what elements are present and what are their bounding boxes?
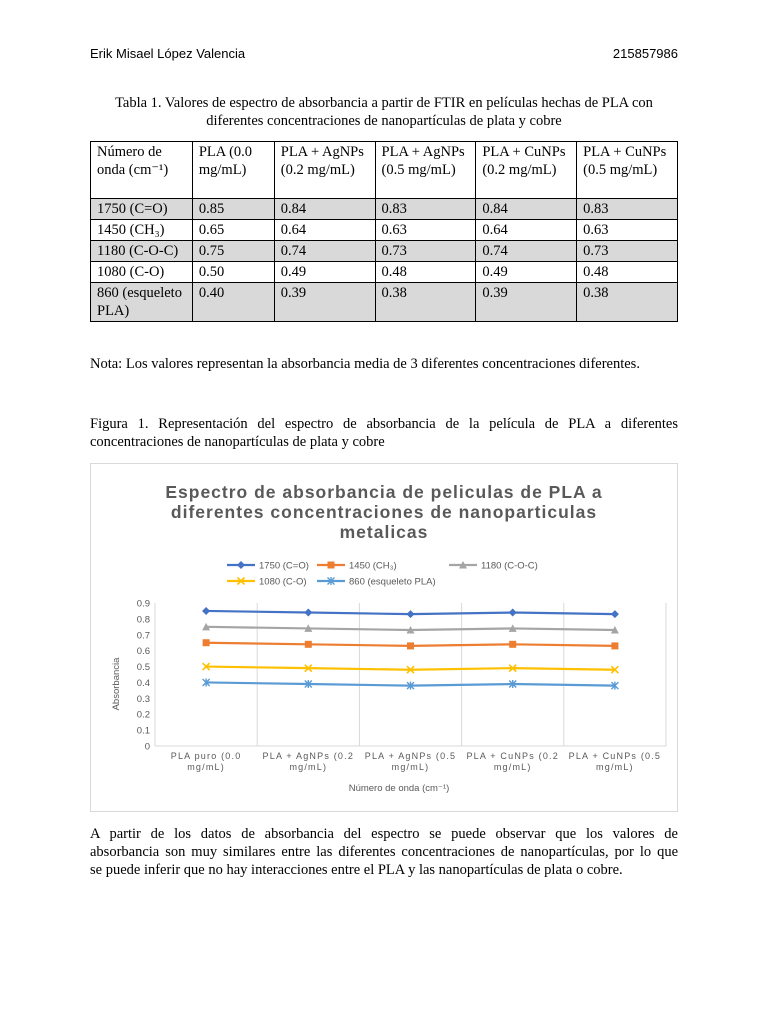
x-tick-label: mg/mL) — [493, 762, 532, 772]
y-tick-label: 0.4 — [136, 677, 150, 689]
header-author: Erik Misael López Valencia — [90, 46, 246, 61]
table-cell: 0.83 — [375, 199, 476, 220]
header-student-id: 215857986 — [612, 46, 678, 61]
data-point — [202, 607, 210, 615]
table-cell: 0.74 — [476, 241, 577, 262]
table-header-cell: PLA (0.0 mg/mL) — [192, 142, 274, 199]
legend-item — [317, 577, 436, 588]
conclusion-line: absorbancia son muy similares entre las diferentes concentraciones de nanopartículas, por lo que — [90, 844, 678, 860]
legend-label: 1450 (CH₃) — [349, 560, 397, 572]
x-tick-label: mg/mL) — [187, 762, 225, 772]
conclusion-paragraph — [90, 825, 678, 879]
table-cell: 0.75 — [192, 241, 274, 262]
conclusion-line: se puede inferir que no hay interacciones entre el PLA y las nanopartículas de plata o cobre. — [90, 862, 623, 878]
series-group — [203, 678, 619, 689]
table-cell: 0.50 — [192, 262, 274, 283]
table-cell: 860 (esqueleto PLA) — [91, 283, 193, 322]
table-header-cell: PLA + AgNPs (0.5 mg/mL) — [375, 142, 476, 199]
x-tick-label: PLA + AgNPs (0.5 — [364, 751, 457, 761]
table-caption-line: Tabla 1. Valores de espectro de absorbancia a partir de FTIR en películas hechas de PLA con — [115, 95, 653, 111]
chart-title-line: diferentes concentraciones de nanoparticulas — [170, 502, 598, 522]
table-cell: 0.64 — [476, 220, 577, 241]
series-group — [202, 623, 619, 634]
y-tick-label: 0.3 — [136, 693, 150, 705]
table-row — [91, 262, 678, 283]
legend-item — [227, 577, 307, 588]
table-cell: 0.73 — [375, 241, 476, 262]
figure-caption: Figura 1. Representación del espectro de absorbancia de la película de PLA a diferentes concentraciones de nanopartículas de plata y cobre — [90, 416, 678, 450]
table-note: Nota: Los valores representan la absorbancia media de 3 diferentes concentraciones diferentes. — [90, 356, 640, 372]
y-tick-label: 0.5 — [136, 662, 150, 674]
table-cell: 1750 (C=O) — [91, 199, 193, 220]
y-tick-label: 0.7 — [136, 630, 150, 642]
table-cell: 0.39 — [476, 283, 577, 322]
table-cell: 0.65 — [192, 220, 274, 241]
table-cell: 1450 (CH₃) — [91, 220, 193, 241]
data-point — [237, 561, 245, 569]
y-tick-label: 0 — [144, 741, 150, 753]
legend-label: 1180 (C-O-C) — [481, 560, 538, 572]
legend-label: 860 (esqueleto PLA) — [349, 576, 436, 588]
table-cell: 0.84 — [476, 199, 577, 220]
x-tick-label: PLA + CuNPs (0.5 — [568, 751, 662, 761]
table-cell: 0.83 — [577, 199, 678, 220]
table-cell: 0.74 — [274, 241, 375, 262]
chart-title-line: Espectro de absorbancia de peliculas de PLA a — [165, 482, 603, 502]
table-header-cell: PLA + CuNPs (0.2 mg/mL) — [476, 142, 577, 199]
x-tick-label: PLA + CuNPs (0.2 — [466, 751, 559, 761]
table-cell: 1080 (C-O) — [91, 262, 193, 283]
table-row — [91, 220, 678, 241]
series-group — [203, 639, 619, 649]
table-cell: 0.63 — [577, 220, 678, 241]
data-point — [509, 641, 516, 648]
x-tick-label: mg/mL) — [596, 762, 634, 772]
data-point — [611, 610, 619, 618]
table-cell: 0.64 — [274, 220, 375, 241]
x-axis-title: Número de onda (cm⁻¹) — [348, 783, 450, 794]
conclusion-line: A partir de los datos de absorbancia del espectro se puede observar que los valores de — [90, 826, 678, 842]
table-cell: 0.85 — [192, 199, 274, 220]
table-row — [91, 199, 678, 220]
table-cell: 1180 (C-O-C) — [91, 241, 193, 262]
table-header-cell: PLA + AgNPs (0.2 mg/mL) — [274, 142, 375, 199]
table-cell: 0.63 — [375, 220, 476, 241]
table-row — [91, 241, 678, 262]
table-caption-line: diferentes concentraciones de nanopartículas de plata y cobre — [206, 113, 562, 129]
legend-item — [317, 561, 397, 572]
series-group — [203, 663, 619, 673]
series-group — [202, 607, 619, 618]
chart-title-line: metalicas — [339, 522, 429, 542]
table-cell: 0.48 — [375, 262, 476, 283]
x-tick-label: PLA puro (0.0 — [170, 751, 242, 761]
data-point — [304, 609, 312, 617]
legend-item — [449, 561, 538, 572]
table-caption — [90, 94, 678, 130]
table-cell: 0.48 — [577, 262, 678, 283]
table-header-row — [91, 142, 678, 199]
data-point — [328, 562, 335, 569]
legend-label: 1750 (C=O) — [259, 560, 309, 572]
table-cell: 0.49 — [476, 262, 577, 283]
data-point — [407, 642, 414, 649]
y-tick-label: 0.2 — [136, 709, 150, 721]
chart-canvas — [91, 464, 677, 811]
table-cell: 0.73 — [577, 241, 678, 262]
y-tick-label: 0.9 — [136, 598, 150, 610]
legend-item — [227, 561, 309, 572]
x-tick-label: PLA + AgNPs (0.2 — [262, 751, 355, 761]
y-tick-label: 0.8 — [136, 614, 150, 626]
data-point — [611, 642, 618, 649]
table-header-cell: Número de onda (cm⁻¹) — [91, 142, 193, 199]
y-axis-title: Absorbancia — [111, 657, 122, 711]
data-point — [203, 639, 210, 646]
data-point — [509, 609, 517, 617]
y-tick-label: 0.6 — [136, 646, 150, 658]
table-header-cell: PLA + CuNPs (0.5 mg/mL) — [577, 142, 678, 199]
table-cell: 0.84 — [274, 199, 375, 220]
y-tick-label: 0.1 — [136, 725, 150, 737]
x-tick-label: mg/mL) — [289, 762, 328, 772]
data-point — [407, 610, 415, 618]
table-cell: 0.38 — [375, 283, 476, 322]
x-tick-label: mg/mL) — [391, 762, 430, 772]
absorbance-table — [90, 141, 678, 322]
data-point — [305, 641, 312, 648]
table-cell: 0.40 — [192, 283, 274, 322]
table-cell: 0.39 — [274, 283, 375, 322]
absorbance-chart — [90, 463, 678, 812]
table-cell: 0.38 — [577, 283, 678, 322]
table-row — [91, 283, 678, 322]
legend-label: 1080 (C-O) — [259, 576, 307, 588]
table-cell: 0.49 — [274, 262, 375, 283]
